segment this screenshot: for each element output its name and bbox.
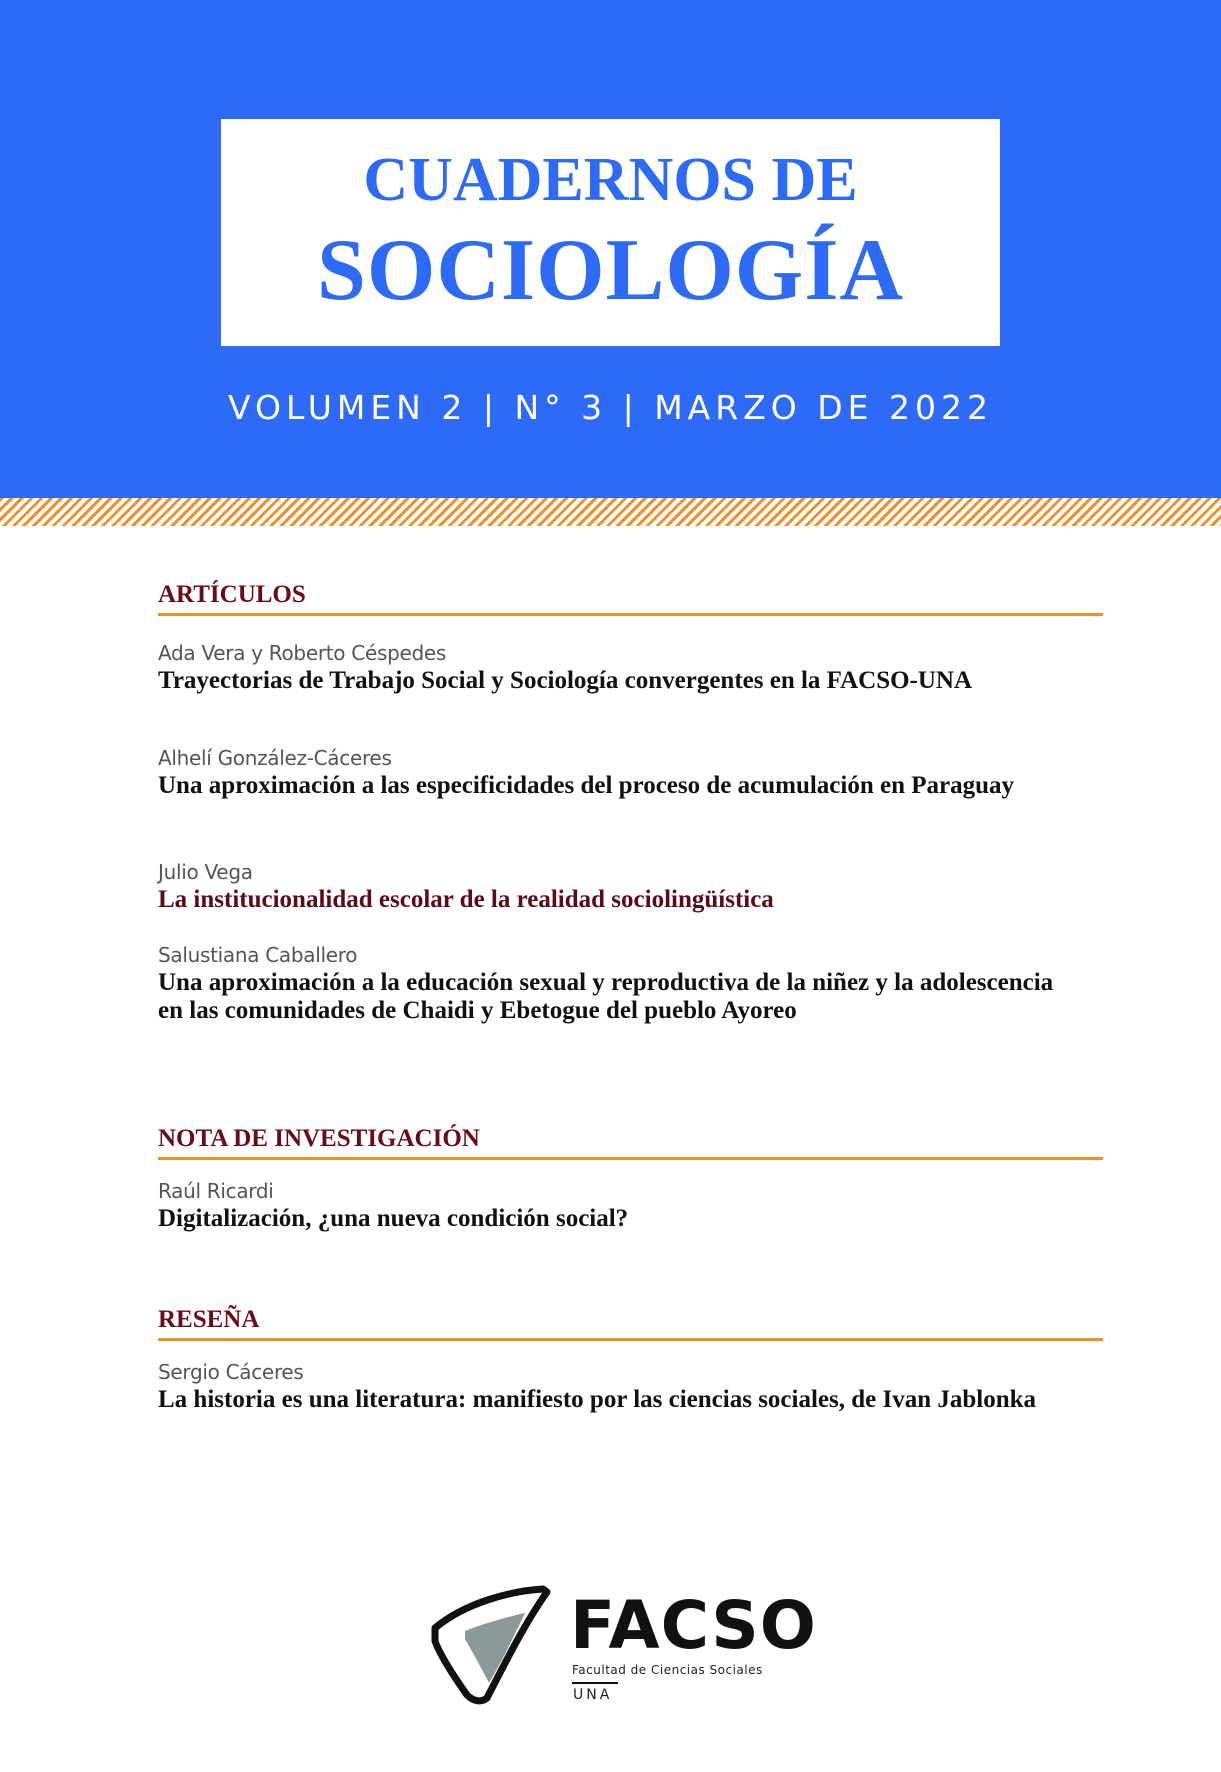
section-title-nota: NOTA DE INVESTIGACIÓN [158,1126,1103,1160]
article-entry[interactable] [158,746,1098,800]
logo-subtitle: Facultad de Ciencias Sociales [572,1663,763,1677]
article-author: Raúl Ricardi [158,1179,274,1203]
article-author: Alhelí González-Cáceres [158,746,392,770]
article-author: Ada Vera y Roberto Céspedes [158,641,447,665]
facso-logo [425,1583,825,1708]
section-articulos [158,582,1103,616]
article-entry[interactable] [158,1360,1098,1414]
article-title[interactable]: Una aproximación a las especificidades del proceso de acumulación en Paraguay [158,772,1015,799]
logo-name: FACSO [570,1587,817,1664]
article-title[interactable]: Trayectorias de Trabajo Social y Sociología convergentes en la FACSO-UNA [158,667,973,694]
article-entry[interactable] [158,641,1098,695]
journal-title-box [221,119,1000,346]
section-title-resena: RESEÑA [158,1307,1103,1341]
section-title-articulos: ARTÍCULOS [158,582,1103,616]
article-author: Salustiana Caballero [158,943,358,967]
section-resena [158,1307,1103,1341]
article-author: Sergio Cáceres [158,1360,304,1384]
article-title[interactable]: Digitalización, ¿una nueva condición social? [158,1205,629,1232]
article-author: Julio Vega [158,860,253,884]
facso-emblem-icon [425,1583,565,1708]
article-entry[interactable] [158,1179,1098,1233]
article-title[interactable]: La institucionalidad escolar de la realidad sociolingüística [158,886,774,913]
journal-title-line2: SOCIOLOGÍA [316,222,905,319]
hatched-divider [0,498,1221,526]
article-entry[interactable] [158,860,1098,914]
article-entry[interactable] [158,943,1098,1025]
section-nota [158,1126,1103,1160]
logo-university: UNA [573,1687,613,1703]
issue-info: VOLUMEN 2 | N° 3 | MARZO DE 2022 [227,388,993,427]
article-title[interactable]: La historia es una literatura: manifiesto por las ciencias sociales, de Ivan Jablonka [158,1386,1037,1413]
journal-title-line1: CUADERNOS DE [363,146,858,214]
logo-divider [572,1682,618,1684]
article-title[interactable]: Una aproximación a la educación sexual y reproductiva de la niñez y la adolescencia en las comunidades de Chaidi y Ebetogue del pueblo Ayoreo [158,969,1054,1024]
